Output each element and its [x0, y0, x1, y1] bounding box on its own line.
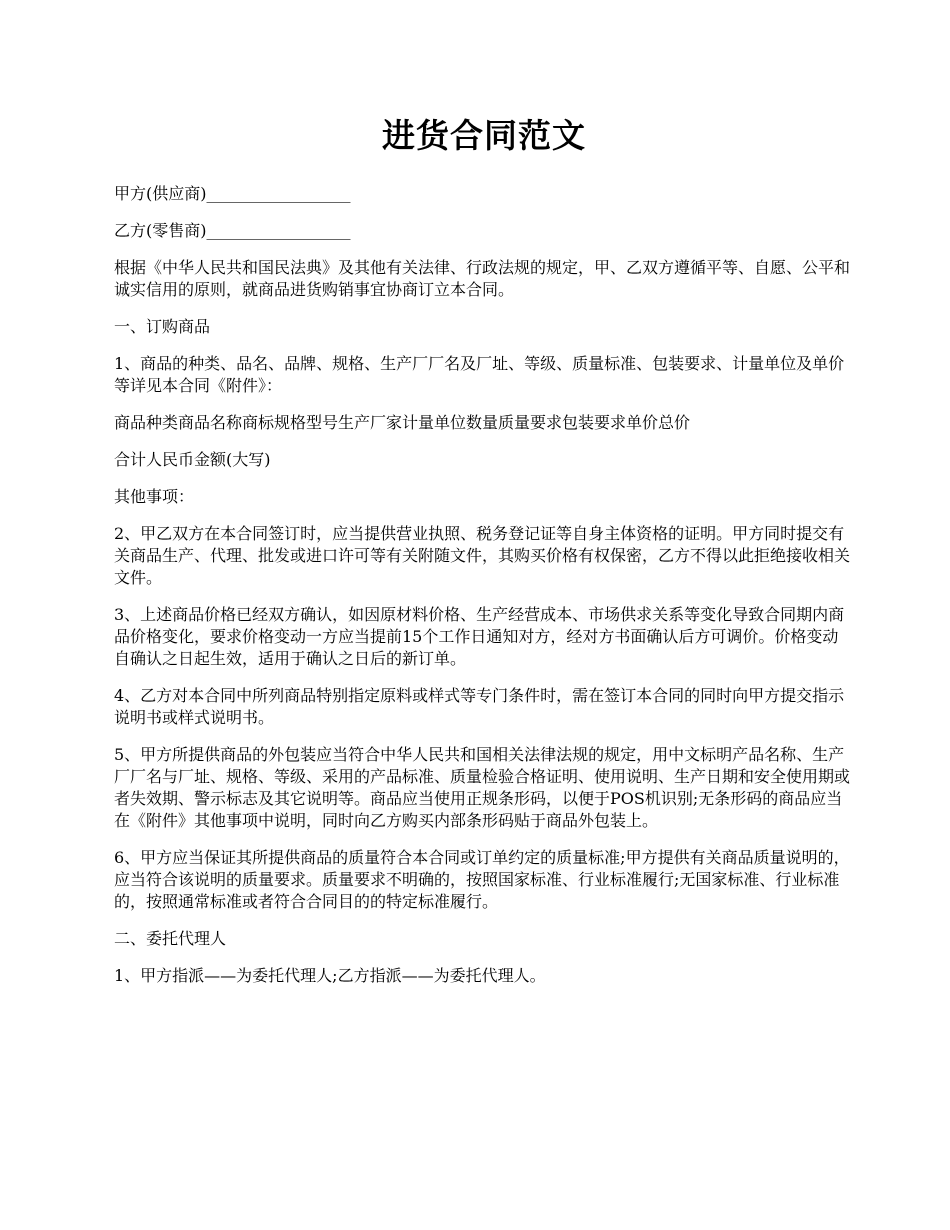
document-body [114, 112, 854, 1002]
clause-3: 3、上述商品价格已经双方确认，如因原材料价格、生产经营成本、市场供求关系等变化导致合同期内商品价格变化，要求价格变动一方应当提前15个工作日通知对方，经对方书面确认后方可调价。价格变动自确认之日起生效，适用于确认之日后的新订单。 [114, 605, 845, 668]
agent-clause-1: 1、甲方指派——为委托代理人;乙方指派——为委托代理人。 [114, 966, 546, 985]
section-heading-agent: 二、委托代理人 [114, 929, 227, 948]
preamble-paragraph: 根据《中华人民共和国民法典》及其他有关法律、行政法规的规定，甲、乙双方遵循平等、自愿、公平和诚实信用的原则，就商品进货购销事宜协商订立本合同。 [114, 258, 851, 299]
party-b-line: 乙方(零售商)__________________ [114, 221, 351, 240]
document-title: 进货合同范文 [382, 116, 586, 155]
clause-4: 4、乙方对本合同中所列商品特别指定原料或样式等专门条件时，需在签订本合同的同时向甲方提交指示说明书或样式说明书。 [114, 686, 845, 727]
clause-5: 5、甲方所提供商品的外包装应当符合中华人民共和国相关法律法规的规定，用中文标明产品名称、生产厂厂名与厂址、规格、等级、采用的产品标准、质量检验合格证明、使用说明、生产日期和安全使用期或者失效期、警示标志及其它说明等。商品应当使用正规条形码，以便于POS机识别;无条形码的商品应当在《附件》其他事项中说明，同时向乙方购买内部条形码贴于商品外包装上。 [114, 745, 851, 830]
goods-table-header-line: 商品种类商品名称商标规格型号生产厂家计量单位数量质量要求包装要求单价总价 [114, 413, 691, 432]
total-amount-line: 合计人民币金额(大写) [114, 450, 271, 469]
party-a-line: 甲方(供应商)__________________ [114, 184, 351, 203]
section-heading-goods: 一、订购商品 [114, 317, 211, 336]
clause-6: 6、甲方应当保证其所提供商品的质量符合本合同或订单约定的质量标准;甲方提供有关商品质量说明的，应当符合该说明的质量要求。质量要求不明确的，按照国家标准、行业标准履行;无国家标准、行业标准的，按照通常标准或者符合合同目的的特定标准履行。 [114, 848, 850, 911]
clause-1: 1、商品的种类、品名、品牌、规格、生产厂厂名及厂址、等级、质量标准、包装要求、计量单位及单价等详见本合同《附件》： [114, 354, 845, 395]
clause-2: 2、甲乙双方在本合同签订时，应当提供营业执照、税务登记证等自身主体资格的证明。甲方同时提交有关商品生产、代理、批发或进口许可等有关附随文件，其购买价格有权保密，乙方不得以此拒绝接收相关文件。 [114, 524, 851, 587]
other-matters-line: 其他事项： [114, 487, 195, 506]
